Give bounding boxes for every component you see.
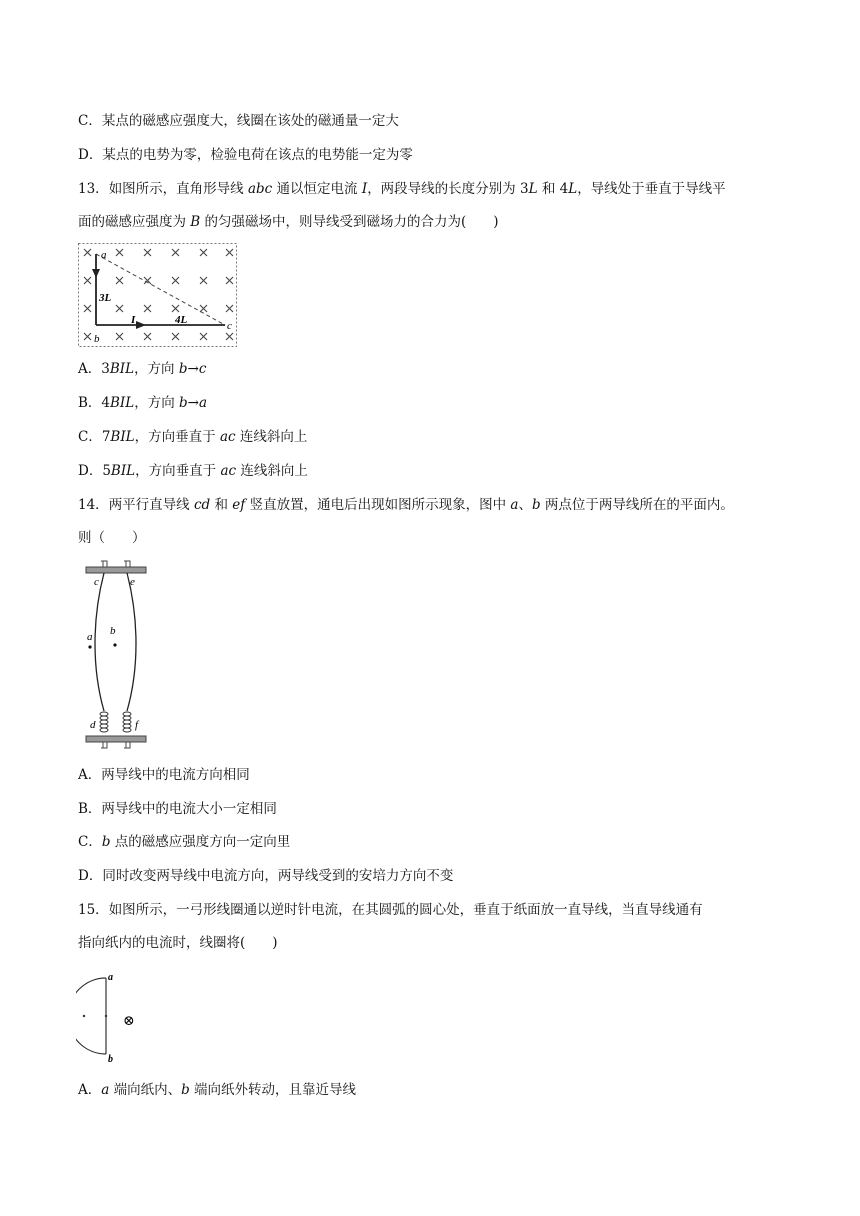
option-13d	[78, 461, 308, 481]
bottom-support-bar	[86, 736, 146, 742]
label-b: b	[94, 333, 100, 345]
var-BIL: BIL	[110, 463, 136, 479]
var-L: L	[528, 181, 538, 197]
var-cd: cd	[193, 497, 211, 513]
option-14c	[78, 832, 290, 852]
label-c: c	[227, 320, 232, 332]
var-a: a	[101, 1082, 110, 1098]
text: 如图所示，直角形导线	[108, 181, 248, 197]
text: 和	[210, 497, 233, 513]
var-I: I	[361, 181, 368, 197]
point-a	[88, 645, 91, 648]
text: 的匀强磁场中，则导线受到磁场力的合力为( )	[200, 214, 499, 230]
bottom-clamp-right	[124, 742, 130, 748]
text: 如图所示，一弓形线圈通以逆时针电流，在其圆弧的圆心处，垂直于纸面放一直导线，当直导线通有	[108, 902, 703, 918]
question-number: 15．	[78, 902, 109, 918]
text: 面的磁感应强度为	[78, 214, 191, 230]
question-number: 13．	[78, 181, 109, 197]
text: 连线斜向上	[235, 429, 308, 445]
option-14b: B．两导线中的电流大小一定相同	[78, 801, 277, 817]
top-clamp-right	[124, 561, 130, 567]
label-3L: 3L	[99, 292, 112, 304]
figure-14-parallel-wires	[84, 559, 150, 751]
text: D．5	[78, 463, 111, 479]
label-I: I	[131, 314, 136, 326]
option-14d: D．同时改变两导线中电流方向，两导线受到的安培力方向不变	[78, 868, 454, 884]
question-13-line2	[78, 212, 499, 232]
wire-ef	[127, 573, 136, 711]
question-15-line1	[78, 900, 703, 920]
option-12c: C．某点的磁感应强度大，线圈在该处的磁通量一定大	[78, 113, 399, 129]
var-abc: abc	[247, 181, 273, 197]
var-BIL: BIL	[110, 429, 135, 445]
var-b: b	[181, 1082, 190, 1098]
label-b: b	[108, 1054, 113, 1065]
label-a: a	[108, 972, 113, 983]
var-B: B	[190, 214, 201, 230]
question-13-line1	[78, 179, 726, 199]
text: 端向纸外转动，且靠近导线	[189, 1082, 357, 1098]
var-BIL: BIL	[109, 361, 135, 377]
text: 和 4	[537, 181, 569, 197]
text: C．	[78, 834, 102, 850]
option-13a	[78, 359, 206, 379]
wire-cd	[95, 573, 104, 711]
text: C．7	[78, 429, 111, 445]
var-ef: ef	[232, 497, 246, 513]
text: 通以恒定电流	[272, 181, 362, 197]
option-15a	[78, 1080, 356, 1100]
direction: b→c	[178, 361, 207, 377]
text: 连线斜向上	[236, 463, 308, 479]
label-b: b	[110, 625, 116, 637]
var-a: a	[510, 497, 519, 513]
var-b: b	[101, 834, 111, 850]
spring-right	[123, 712, 131, 732]
text: A．3	[78, 361, 110, 377]
label-c: c	[94, 576, 99, 588]
text: ，方向	[134, 395, 180, 411]
text: B．4	[78, 395, 111, 411]
top-clamp-left	[101, 561, 107, 567]
label-e: e	[130, 576, 135, 588]
text: ，方向	[134, 361, 179, 377]
text: A．	[78, 1082, 102, 1098]
text: 端向纸内、	[109, 1082, 182, 1098]
figure-13-magnetic-field	[78, 243, 238, 348]
text: 点的磁感应强度方向一定向里	[110, 834, 291, 850]
direction: b→a	[179, 395, 208, 411]
text: ，方向垂直于	[134, 429, 220, 445]
arc-midpoint	[83, 1015, 85, 1017]
option-13b	[78, 393, 207, 413]
label-f: f	[135, 719, 139, 731]
text: ，两段导线的长度分别为 3	[367, 181, 529, 197]
label-d: d	[90, 719, 96, 731]
var-b: b	[531, 497, 541, 513]
option-13c	[78, 427, 307, 447]
label-a: a	[87, 631, 93, 643]
question-15-line2: 指向纸内的电流时，线圈将( )	[78, 935, 278, 951]
option-14a: A．两导线中的电流方向相同	[78, 767, 250, 783]
top-support-bar	[86, 567, 146, 573]
var-BIL: BIL	[110, 395, 135, 411]
var-ac: ac	[220, 463, 237, 479]
coil-arc	[76, 978, 106, 1054]
option-12d: D．某点的电势为零，检验电荷在该点的电势能一定为零	[78, 147, 413, 163]
text: 两平行直导线	[108, 497, 194, 513]
question-14-line2: 则（ ）	[78, 530, 146, 546]
chord-midpoint	[105, 1015, 107, 1017]
text: 竖直放置，通电后出现如图所示现象，图中	[245, 497, 511, 513]
var-L: L	[568, 181, 578, 197]
figure-15-bow-coil	[76, 970, 146, 1066]
text: 两点位于两导线所在的平面内。	[540, 497, 734, 513]
text: ，导线处于垂直于导线平	[577, 181, 726, 197]
question-14-line1	[78, 495, 734, 515]
question-number: 14．	[78, 497, 109, 513]
text: ，方向垂直于	[135, 463, 221, 479]
wire-into-page-icon: ⊗	[123, 1014, 135, 1029]
var-ac: ac	[219, 429, 236, 445]
bottom-clamp-left	[101, 742, 107, 748]
text: 、	[518, 497, 532, 513]
point-b	[113, 643, 116, 646]
label-a: a	[101, 249, 107, 261]
spring-left	[100, 712, 108, 732]
label-4L: 4L	[175, 314, 188, 326]
